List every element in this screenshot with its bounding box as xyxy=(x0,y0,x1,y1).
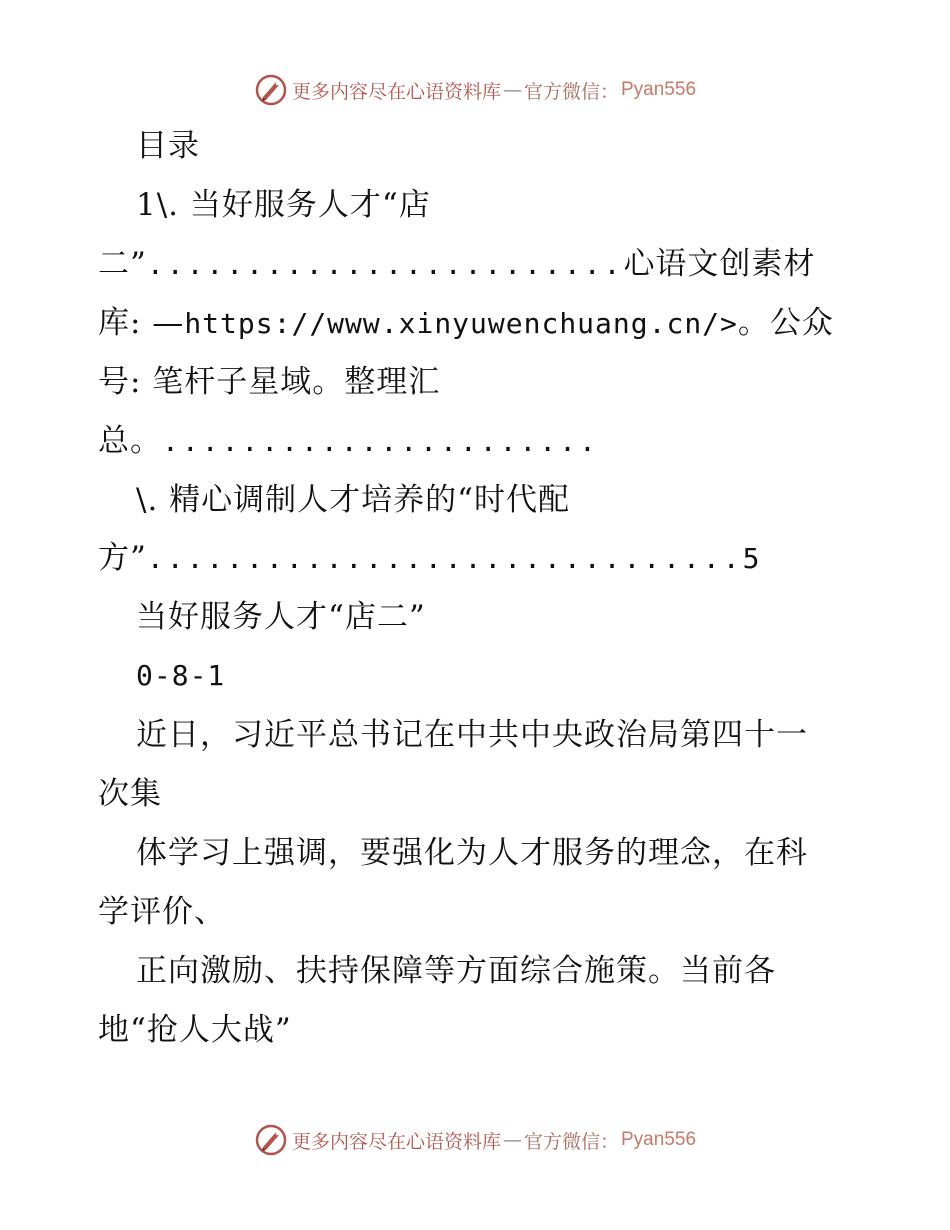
banner-separator: — xyxy=(502,79,522,101)
toc-entry-1-line-3 xyxy=(98,303,834,344)
banner-wechat-id: Pyan556 xyxy=(621,1129,697,1150)
toc-entry-1-text: 二” xyxy=(98,246,147,282)
section-heading: 当好服务人才“店二” xyxy=(136,599,426,635)
paragraph-1-line-2: 次集 xyxy=(98,776,162,812)
banner-wechat-id: Pyan556 xyxy=(621,79,697,100)
footer-watermark-banner xyxy=(0,1120,950,1160)
banner-library-text: 更多内容尽在心语资料库 xyxy=(291,80,501,103)
source-url-link[interactable]: https://www.xinyuwenchuang.cn/> xyxy=(184,307,738,340)
toc-entry-2-line-1: \. 精心调制人才培养的“时代配 xyxy=(136,482,570,518)
banner-separator: — xyxy=(502,1129,522,1151)
pen-logo-icon xyxy=(254,1123,288,1157)
toc-page-number: 5 xyxy=(742,542,761,575)
paragraph-3-line-1: 正向激励、扶持保障等方面综合施策。当前各 xyxy=(136,953,776,989)
paragraph-3-line-2: 地“抢人大战” xyxy=(98,1012,292,1048)
toc-entry-1-line-5 xyxy=(98,421,599,462)
paragraph-1-line-1: 近日，习近平总书记在中共中央政治局第四十一 xyxy=(136,717,808,753)
paragraph-2-line-2: 学评价、 xyxy=(98,894,226,930)
toc-entry-1-line-1: 1\. 当好服务人才“店 xyxy=(136,187,431,223)
toc-entry-2-line-2 xyxy=(98,538,760,579)
pen-logo-icon xyxy=(254,73,288,107)
toc-leader-dots: ........................ xyxy=(146,248,624,281)
header-watermark-banner xyxy=(0,70,950,110)
toc-entry-1-line-2 xyxy=(98,244,815,285)
banner-wechat-label: 官方微信： xyxy=(523,1130,619,1153)
banner-wechat-label: 官方微信： xyxy=(523,80,619,103)
toc-leader-dots: .............................. xyxy=(146,542,743,575)
toc-leader-dots: ...................... xyxy=(162,425,599,458)
section-date: 0-8-1 xyxy=(136,659,226,692)
source-suffix: 。公众 xyxy=(737,305,834,341)
paragraph-2-line-1: 体学习上强调，要强化为人才服务的理念，在科 xyxy=(136,835,808,871)
toc-entry-1-source: 心语文创素材 xyxy=(623,246,816,282)
toc-entry-1-end: 总。 xyxy=(98,423,162,459)
source-label: 库: — xyxy=(98,305,185,341)
banner-library-text: 更多内容尽在心语资料库 xyxy=(291,1130,501,1153)
toc-entry-1-line-4: 号: 笔杆子星域。整理汇 xyxy=(98,364,441,400)
toc-entry-2-text: 方” xyxy=(98,540,147,576)
toc-title: 目录 xyxy=(136,128,200,164)
